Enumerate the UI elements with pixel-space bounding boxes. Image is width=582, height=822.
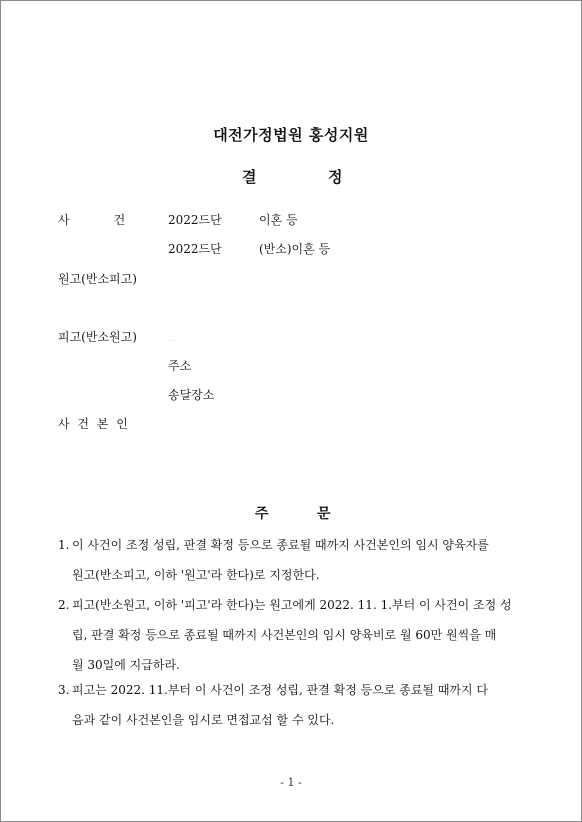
defendant-label: 피고(반소원고) [58,330,137,344]
order-item-line: 이 사건이 조정 성립, 판결 확정 등으로 종료될 때까지 사건본인의 임시 양육자를 [72,538,489,552]
document-title-char-1: 결 [242,168,257,186]
order-item-line: 월 30일에 지급하라. [72,658,180,672]
case-label-char-1: 사 [58,213,70,227]
case-label-char-2: 건 [113,213,126,227]
order-item-number: 1. [58,538,70,552]
order-item-number: 2. [58,598,70,612]
order-item-3 [58,675,528,735]
case-number-1: 2022드단 [168,213,222,227]
order-item-line: 립, 판결 확정 등으로 종료될 때까지 사건본인의 임시 양육비로 월 60만 원씩을 매 [72,628,497,642]
order-title-char-2: 문 [317,506,331,522]
page-number: - 1 - [280,776,302,789]
case-name-2: (반소)이혼 등 [259,242,331,256]
document-title [1,166,581,186]
order-title-char-1: 주 [255,506,269,522]
plaintiff-label: 원고(반소피고) [58,272,137,286]
address-label: 주소 [168,359,192,373]
document-title-char-2: 정 [328,168,343,186]
service-address-label: 송달장소 [168,388,215,402]
case-name-1: 이혼 등 [259,213,298,227]
order-title [1,503,581,523]
order-item-line: 피고(반소원고, 이하 '피고'라 한다)는 원고에게 2022. 11. 1.부터 이 사건이 조정 성 [72,598,512,612]
order-item-line: 음과 같이 사건본인을 임시로 면접교섭 할 수 있다. [72,713,335,727]
order-item-line: 원고(반소피고, 이하 '원고'라 한다)로 지정한다. [72,568,320,582]
court-name: 대전가정법원 홍성지원 [213,126,369,144]
order-item-number: 3. [58,683,70,697]
case-number-2: 2022드단 [168,242,222,256]
defendant-redacted-mark: · · [169,338,175,345]
order-item-line: 피고는 2022. 11.부터 이 사건이 조정 성립, 판결 확정 등으로 종료될 때까지 다 [72,683,489,697]
case-principal-label: 사 건 본 인 [58,417,130,431]
order-item-1 [58,530,528,590]
case-label [58,212,125,228]
order-item-2 [58,590,528,680]
